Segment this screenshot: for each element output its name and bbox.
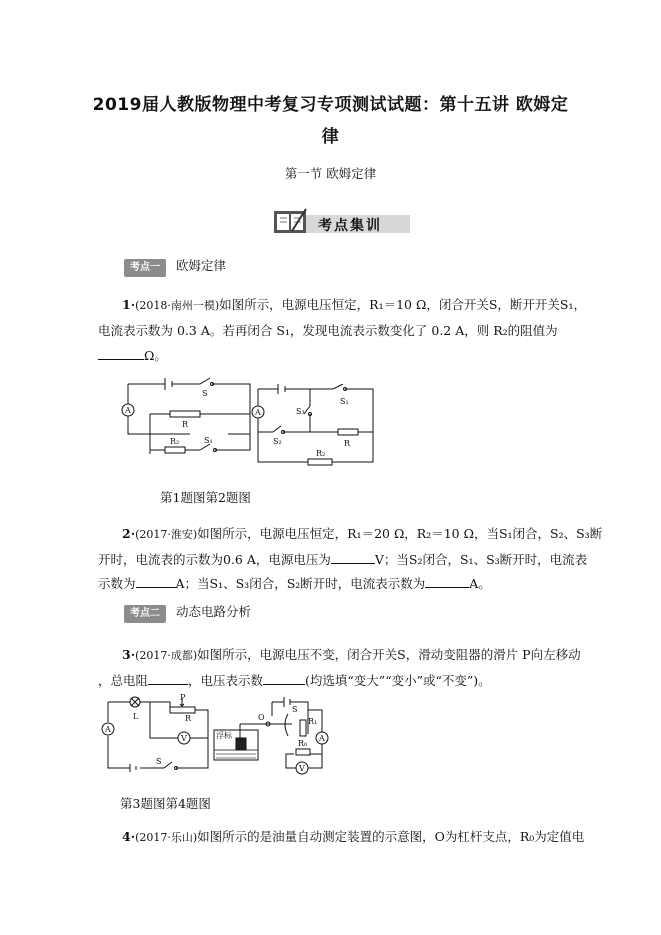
topic-heading-1 xyxy=(124,258,226,277)
topic-tag: 考点二 xyxy=(124,605,166,623)
q2-answer-blank-3[interactable] xyxy=(425,576,469,588)
fig3-switch-label: S xyxy=(156,757,162,766)
q2-text: 如图所示，电源电压恒定，R₁＝20 Ω，R₂＝10 Ω，当S₁闭合，S₂、S₃断 xyxy=(197,526,603,541)
q1-text-a: 如图所示，电源电压恒定， xyxy=(219,297,370,312)
q3-text: 如图所示，电源电压不变，闭合开关S，滑动变阻器的滑片 P向左移动 xyxy=(197,647,581,662)
fig2-s3-label: S₃ xyxy=(296,407,305,416)
fig4-float-label: 浮标 xyxy=(216,731,232,740)
q4-line1: 4·(2017·乐山)如图所示的是油量自动测定装置的示意图，O为杠杆支点，R₀为定值电 xyxy=(122,829,585,844)
fig1-resistor-label: R xyxy=(182,420,189,429)
q3-text-2a: ，总电阻 xyxy=(98,673,149,688)
q3-number: 3 xyxy=(122,647,131,662)
q1-text-b: R₁＝10 Ω，闭合开关S，断开开关S₁， xyxy=(369,297,586,312)
fig1-switch-label: S xyxy=(202,389,208,398)
q2-line1: 2·(2017·淮安)如图所示，电源电压恒定，R₁＝20 Ω，R₂＝10 Ω，当S₁闭合，S₂、S₃断 xyxy=(122,526,603,541)
fig2-s1-label: S₁ xyxy=(340,397,349,406)
fig2-r-label: R xyxy=(344,439,351,448)
q1-line1: 1·(2018·南州一模)如图所示，电源电压恒定，R₁＝10 Ω，闭合开关S，断开开关S₁， xyxy=(122,297,586,312)
fig3-resistor-label: R xyxy=(185,714,192,723)
fig2-ammeter-label: A xyxy=(255,408,261,417)
circuit-diagram-1 xyxy=(120,374,255,454)
q2-source: (2017·淮安) xyxy=(135,528,198,541)
figure-caption-1-2: 第1题图第2题图 xyxy=(160,490,251,505)
fig4-switch-label: S xyxy=(292,705,298,714)
q4-number: 4 xyxy=(122,829,131,844)
q1-unit: Ω。 xyxy=(144,348,167,363)
q2-text-3a: 示数为 xyxy=(98,576,136,591)
q2-line2 xyxy=(98,552,587,568)
q2-text-2b: V；当S₂闭合，S₁、S₃断开时，电流表 xyxy=(374,552,588,567)
fig1-s1-label: S₁ xyxy=(204,436,213,445)
q2-answer-blank-2[interactable] xyxy=(136,576,176,588)
oil-gauge-diagram xyxy=(212,694,342,776)
q2-text-2a: 开时，电流表的示数为0.6 A，电源电压为 xyxy=(98,552,331,567)
figure-caption-3-4: 第3题图第4题图 xyxy=(120,796,211,811)
q1-line3 xyxy=(98,348,167,364)
fig4-r1-label: R₁ xyxy=(308,717,318,726)
document-title-line2: 律 xyxy=(321,127,340,147)
fig3-lamp-label: L xyxy=(133,712,139,721)
q2-answer-blank-1[interactable] xyxy=(331,552,375,564)
section-heading: 第一节 欧姆定律 xyxy=(284,166,377,181)
q2-text-3b: A；当S₁、S₃闭合，S₂断开时，电流表示数为 xyxy=(175,576,426,591)
fig2-r2-label: R₂ xyxy=(316,449,326,458)
q3-line2 xyxy=(98,673,491,689)
document-title-line1: 2019届人教版物理中考复习专项测试试题：第十五讲 欧姆定 xyxy=(92,95,569,115)
banner-label: 考点集训 xyxy=(318,218,382,234)
q1-answer-blank[interactable] xyxy=(98,348,144,360)
fig4-voltmeter-label: V xyxy=(299,764,305,773)
q3-text-2c: (均选填“变大”“变小”或“不变”)。 xyxy=(305,673,491,688)
q4-source: (2017·乐山) xyxy=(135,831,198,844)
q2-line3 xyxy=(98,576,491,592)
q3-text-2b: ，电压表示数 xyxy=(188,673,264,688)
fig4-ammeter-label: A xyxy=(319,734,325,743)
q2-number: 2 xyxy=(122,526,131,541)
topic-name: 动态电路分析 xyxy=(176,604,252,619)
section-banner xyxy=(272,207,412,235)
q4-text: 如图所示的是油量自动测定装置的示意图，O为杠杆支点，R₀为定值电 xyxy=(197,829,585,844)
fig1-r2-label: R₂ xyxy=(170,437,180,446)
fig3-slider-label: P xyxy=(180,693,186,702)
fig2-s2-label: S₂ xyxy=(273,437,282,446)
fig4-r0-label: R₀ xyxy=(298,739,308,748)
book-icon xyxy=(272,207,310,237)
topic-name: 欧姆定律 xyxy=(176,258,227,273)
fig3-ammeter-label: A xyxy=(105,725,111,734)
circuit-diagram-3 xyxy=(100,692,212,774)
q2-text-3c: A。 xyxy=(469,576,491,591)
q3-source: (2017·成都) xyxy=(135,649,198,662)
q3-line1: 3·(2017·成都)如图所示，电源电压不变，闭合开关S，滑动变阻器的滑片 P向左移动 xyxy=(122,647,581,662)
fig3-voltmeter-label: V xyxy=(181,734,187,743)
circuit-diagram-2 xyxy=(248,384,380,468)
q1-line2: 电流表示数为 0.3 A。若再闭合 S₁，发现电流表示数变化了 0.2 A，则 R₂的阻值为 xyxy=(98,323,558,338)
q3-answer-blank-2[interactable] xyxy=(263,673,305,685)
q1-source: (2018·南州一模) xyxy=(135,299,220,312)
topic-heading-2 xyxy=(124,604,251,623)
topic-tag: 考点一 xyxy=(124,259,166,277)
fig4-pivot-label: O xyxy=(258,713,265,722)
q3-answer-blank-1[interactable] xyxy=(148,673,188,685)
fig1-ammeter-label: A xyxy=(125,406,131,415)
q1-number: 1 xyxy=(122,297,131,312)
